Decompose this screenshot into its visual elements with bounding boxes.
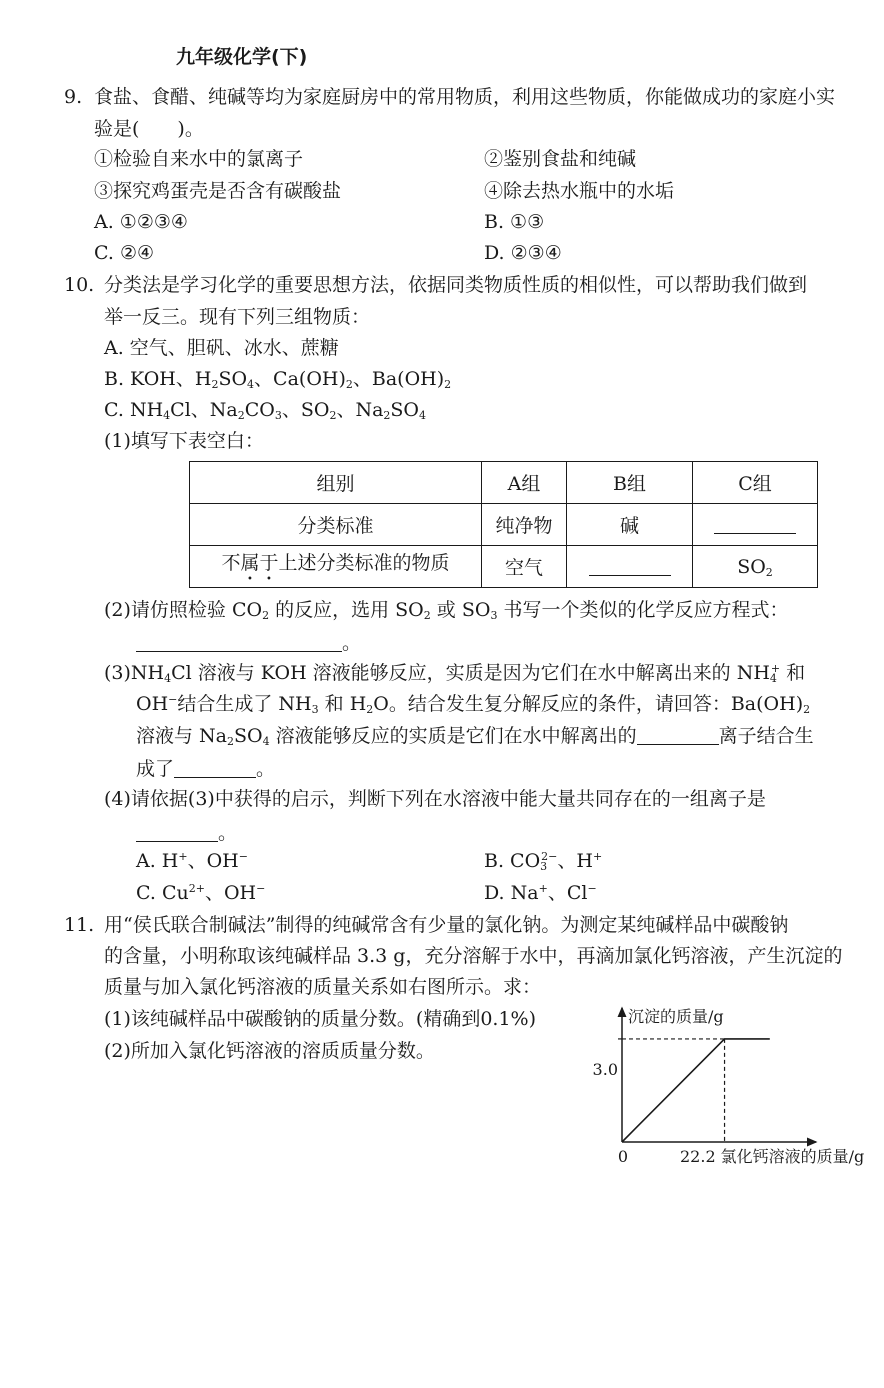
table-header-cell: C组 [693,462,818,504]
classification-table [189,461,818,588]
origin-label: 0 [617,1147,629,1166]
q10-option-a: A. H+、OH− [136,850,248,872]
q10-stem-line1: 分类法是学习化学的重要思想方法，依据同类物质性质的相似性，可以帮助我们做到 [104,274,808,296]
table-cell: 空气 [482,546,567,588]
q11-stem-line2: 的含量，小明称取该纯碱样品 3.3 g，充分溶解于水中，再滴加氯化钙溶液，产生沉淀的 [104,945,843,967]
q10-stem-line2: 举一反三。现有下列三组物质： [104,306,371,328]
q10-sub2-answer: 。 [136,630,361,656]
q10-option-b: B. $CO_3^{2-}$、H+ [484,850,603,873]
q9-number: 9. [64,86,83,108]
q9-item-4: ④除去热水瓶中的水垢 [484,180,675,202]
q10-sub1: (1)填写下表空白： [104,430,264,452]
table-header-cell: A组 [482,462,567,504]
x-axis-label: 22.2 氯化钙溶液的质量/g [680,1147,865,1166]
chart-canvas [590,1000,884,1175]
q10-group-b: B. KOH、$H_2SO_4$、$Ca(OH)_2$、$Ba(OH)_2$ [104,368,452,391]
q10-sub3-line4: 成了 。 [136,758,276,780]
q9-item-1: ①检验自来水中的氯离子 [94,148,304,170]
q10-group-a: A. 空气、胆矾、冰水、蔗糖 [104,337,339,359]
table-row [190,504,818,546]
answer-blank[interactable] [174,759,256,778]
answer-blank[interactable] [589,557,671,576]
table-cell: 不属于上述分类标准的物质 [190,546,482,588]
q9-option-b: B. ①③ [484,211,545,233]
q9-item-2: ②鉴别食盐和纯碱 [484,148,637,170]
q9-option-c: C. ②④ [94,242,155,264]
table-cell [567,546,693,588]
answer-blank[interactable] [637,726,719,745]
q10-sub3-line1: $(3)NH_4Cl$ 溶液与 KOH 溶液能够反应，实质是因为它们在水中解离出来的 $NH_4^+$ 和 [104,662,806,685]
y-tick-label: 3.0 [592,1060,618,1079]
q10-number: 10. [64,274,95,296]
emphasis-text: 属于 [240,552,279,574]
q9-item-3: ③探究鸡蛋壳是否含有碳酸盐 [94,180,342,202]
q10-sub2: (2)请仿照检验 $CO_2$ 的反应，选用 $SO_2$ 或 $SO_3$ 书写一个类似的化学反应方程式： [104,599,789,622]
q11-number: 11. [64,914,95,936]
q9-option-d: D. ②③④ [484,242,562,264]
q10-sub3-line2: OH−结合生成了 $NH_3$ 和 $H_2O$。结合发生复分解反应的条件，请回答：$Ba(OH)_2$ [136,693,811,716]
page-header-title: 九年级化学(下) [176,46,308,68]
q9-stem-line2: 验是( )。 [94,118,204,140]
q11-sub1: (1)该纯碱样品中碳酸钠的质量分数。(精确到0.1%) [104,1008,537,1030]
q9-option-a: A. ①②③④ [94,211,188,233]
q10-sub3-line3: 溶液与 $Na_2SO_4$ 溶液能够反应的实质是它们在水中解离出的 离子结合生 [136,725,814,748]
table-row [190,462,818,504]
q10-option-c: C. $Cu^{2+}$、OH− [136,882,266,904]
table-row [190,546,818,588]
q11-stem-line1: 用“侯氏联合制碱法”制得的纯碱常含有少量的氯化钠。为测定某纯碱样品中碳酸钠 [104,914,789,936]
q11-sub2: (2)所加入氯化钙溶液的溶质质量分数。 [104,1040,435,1062]
answer-blank[interactable] [136,823,218,842]
q10-sub4-answer: 。 [136,820,237,846]
table-cell: 碱 [567,504,693,546]
q10-option-d: D. Na+、Cl− [484,882,597,904]
q9-stem-line1: 食盐、食醋、纯碱等均为家庭厨房中的常用物质，利用这些物质，你能做成功的家庭小实 [94,86,836,108]
table-cell: 分类标准 [190,504,482,546]
precipitate-mass-chart [590,1000,884,1175]
table-header-cell: 组别 [190,462,482,504]
table-cell: $SO_2$ [693,546,818,588]
series-line [622,1039,770,1142]
answer-blank[interactable] [714,515,796,534]
table-cell: 纯净物 [482,504,567,546]
chart-marks [618,1039,770,1142]
table-cell [693,504,818,546]
q10-sub4-line1: (4)请依据(3)中获得的启示，判断下列在水溶液中能大量共同存在的一组离子是 [104,788,766,810]
table-header-cell: B组 [567,462,693,504]
answer-blank[interactable] [136,633,342,652]
y-axis-label: 沉淀的质量/g [628,1007,724,1026]
q10-group-c: C. $NH_4Cl$、$Na_2CO_3$、$SO_2$、$Na_2SO_4$ [104,399,426,422]
q11-stem-line3: 质量与加入氯化钙溶液的质量关系如右图所示。求： [104,976,542,998]
x-tick-label: 22.2 [680,1147,716,1166]
